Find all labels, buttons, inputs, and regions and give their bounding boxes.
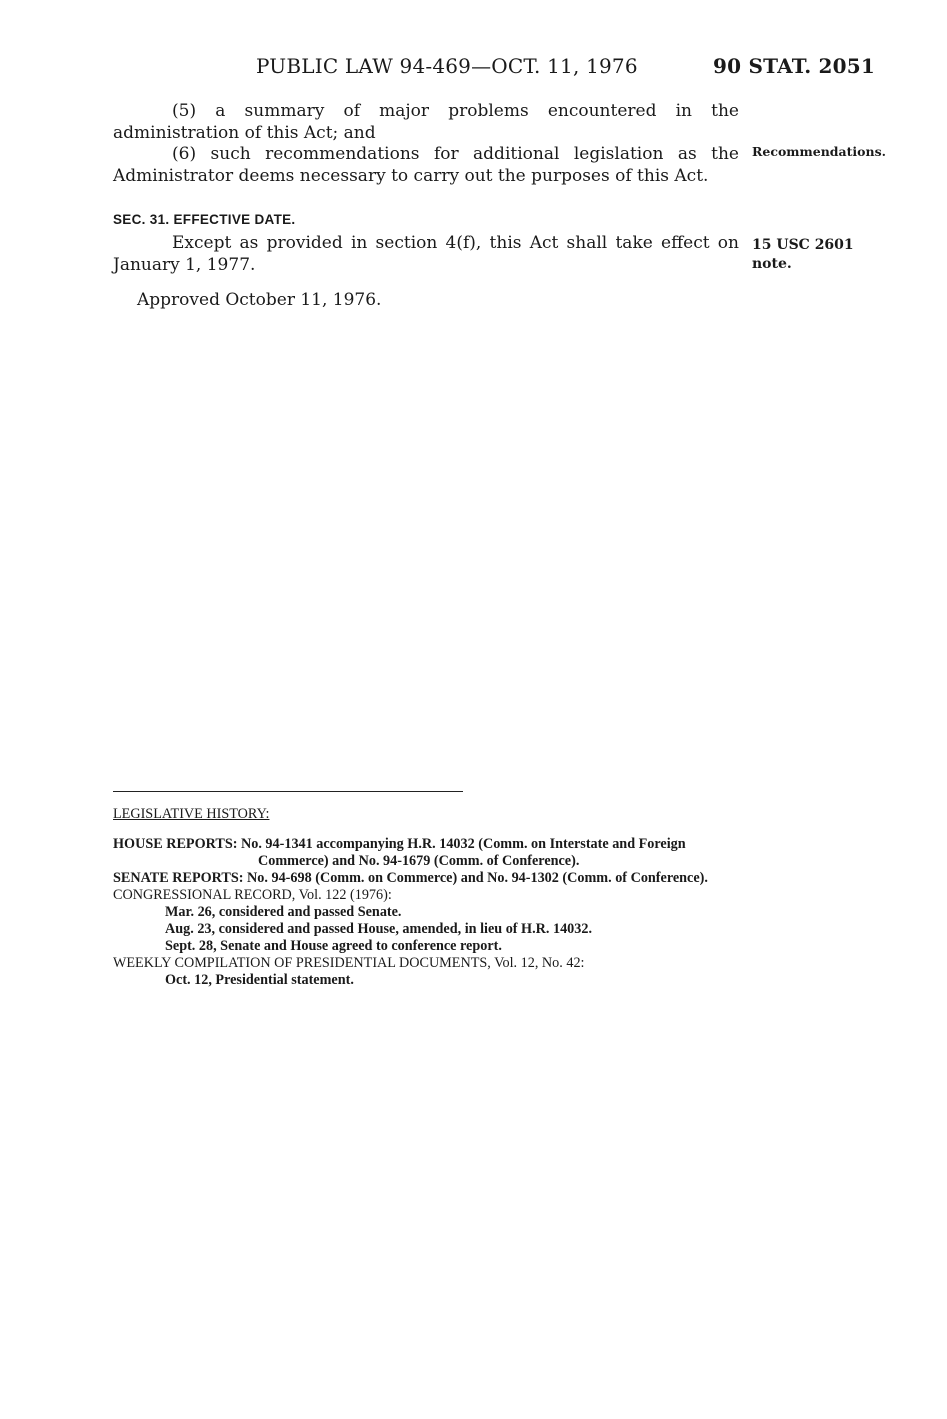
house-reports-entry: HOUSE REPORTS: No. 94-1341 accompanying H.R. 14032 (Comm. on Interstate and Foreign Commerce) and No. 94-1679 (Comm. of Conference). <box>113 836 686 869</box>
running-header-law: PUBLIC LAW 94-469—OCT. 11, 1976 <box>256 54 638 78</box>
approved-date: Approved October 11, 1976. <box>137 290 382 310</box>
congressional-record-entry: CONGRESSIONAL RECORD, Vol. 122 (1976): <box>113 887 392 903</box>
paragraph-effective-date: Except as provided in section 4(f), this Act shall take effect on January 1, 1977. <box>113 233 739 275</box>
record-item: Mar. 26, considered and passed Senate. <box>165 904 402 920</box>
footnote-rule <box>113 791 463 792</box>
margin-note-usc: 15 USC 2601 note. <box>752 237 854 272</box>
senate-reports-entry: SENATE REPORTS: No. 94-698 (Comm. on Commerce) and No. 94-1302 (Comm. of Conference). <box>113 870 708 886</box>
legislative-history-title: LEGISLATIVE HISTORY: <box>113 806 270 822</box>
record-item: Aug. 23, considered and passed House, amended, in lieu of H.R. 14032. <box>165 921 592 937</box>
record-item: Sept. 28, Senate and House agreed to conference report. <box>165 938 502 954</box>
weekly-compilation-entry: WEEKLY COMPILATION OF PRESIDENTIAL DOCUMENTS, Vol. 12, No. 42: <box>113 955 585 971</box>
paragraph-item-5: (5) a summary of major problems encountered in the administration of this Act; and <box>113 101 739 143</box>
paragraph-item-6: (6) such recommendations for additional legislation as the Administrator deems necessary to carry out the purposes of this Act. <box>113 144 739 186</box>
margin-note-recommendations: Recommendations. <box>752 144 886 159</box>
weekly-item: Oct. 12, Presidential statement. <box>165 972 354 988</box>
running-header-stat: 90 STAT. 2051 <box>713 54 875 78</box>
legislative-history-list <box>113 836 743 989</box>
section-heading: SEC. 31. EFFECTIVE DATE. <box>113 212 296 227</box>
